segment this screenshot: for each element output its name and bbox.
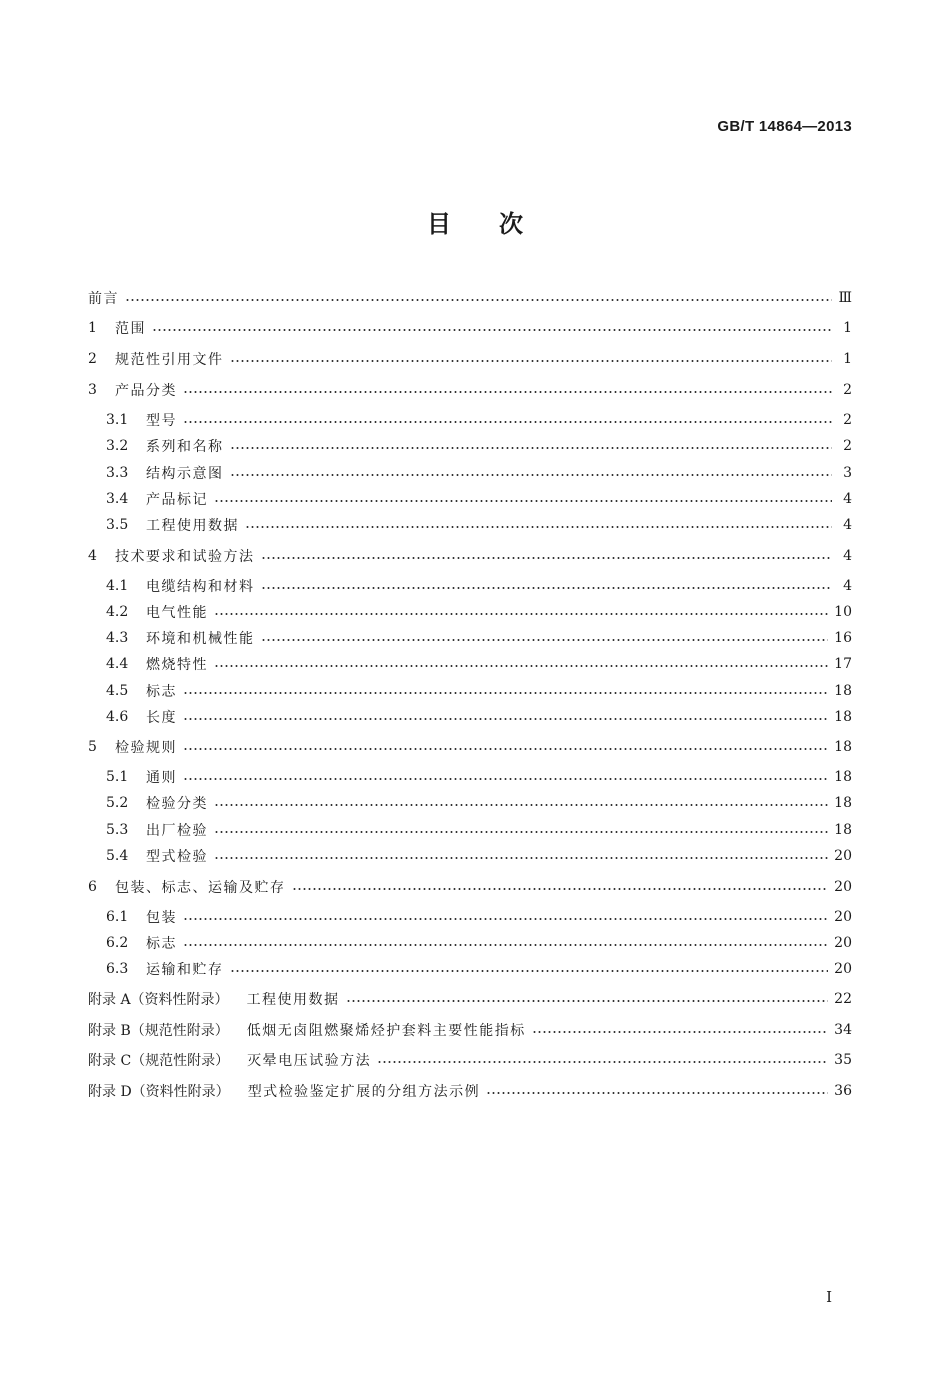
- toc-entry-label: 运输和贮存: [146, 962, 224, 978]
- toc-entry-label: 规范性引用文件: [115, 352, 224, 368]
- toc-leader-dots: [261, 557, 833, 559]
- toc-entry-number: 4.6: [106, 709, 129, 725]
- toc-leader-dots: [214, 831, 828, 833]
- toc-entry-page: 20: [834, 879, 852, 895]
- toc-entry-label: 灭晕电压试验方法: [247, 1053, 372, 1069]
- toc-entry-label: 前言: [88, 291, 119, 307]
- toc-entry-6-3: [106, 958, 852, 980]
- toc-entry-number: 3: [88, 382, 97, 398]
- toc-entry-page: 2: [843, 438, 852, 454]
- toc-leader-dots: [183, 718, 828, 720]
- toc-entry-label: 系列和名称: [146, 439, 224, 455]
- toc-entry-number: 附录 A（资料性附录）: [88, 992, 229, 1008]
- toc-entry-4-1: [106, 575, 852, 597]
- toc-entry-number: 5: [88, 739, 97, 755]
- toc-entry-5-4: [106, 845, 852, 867]
- toc-entry-3-1: [106, 409, 852, 431]
- toc-entry-page: 1: [843, 320, 852, 336]
- toc-entry-page: 2: [843, 382, 852, 398]
- toc-entry-number: 6.2: [106, 935, 129, 951]
- toc-entry-label: 产品分类: [115, 383, 177, 399]
- toc-entry-page: 18: [834, 769, 852, 785]
- toc-entry-label: 标志: [146, 684, 177, 700]
- toc-entry-page: Ⅲ: [838, 290, 852, 306]
- toc-entry-number: 5.3: [106, 822, 129, 838]
- toc-entry-page: 20: [834, 848, 852, 864]
- toc-leader-dots: [486, 1092, 828, 1094]
- toc-leader-dots: [183, 944, 828, 946]
- toc-entry-4-3: [106, 627, 852, 649]
- toc-entry-page: 22: [834, 991, 852, 1007]
- toc-entry-label: 范围: [115, 321, 146, 337]
- toc-entry-appendix-d: [88, 1080, 852, 1102]
- toc-entry-page: 4: [843, 491, 852, 507]
- toc-entry-3-5: [106, 514, 852, 536]
- toc-leader-dots: [152, 329, 832, 331]
- toc-entry-page: 18: [834, 709, 852, 725]
- toc-entry-label: 检验规则: [115, 740, 177, 756]
- toc-entry-number: 3.1: [106, 412, 129, 428]
- toc-entry-6: [88, 876, 852, 898]
- toc-entry-page: 20: [834, 961, 852, 977]
- toc-entry-page: 20: [834, 909, 852, 925]
- toc-leader-dots: [214, 804, 828, 806]
- toc-entry-number: 6.3: [106, 961, 129, 977]
- toc-leader-dots: [292, 888, 829, 890]
- toc-entry-label: 产品标记: [146, 492, 208, 508]
- toc-entry-page: 16: [834, 630, 852, 646]
- toc-entry-label: 燃烧特性: [146, 657, 208, 673]
- toc-entry-label: 检验分类: [146, 796, 208, 812]
- toc-entry-label: 低烟无卤阻燃聚烯烃护套料主要性能指标: [246, 1023, 526, 1039]
- toc-entry-5-2: [106, 792, 852, 814]
- toc-entry-appendix-a: [88, 988, 852, 1010]
- toc-entry-4-2: [106, 601, 852, 623]
- toc-leader-dots: [261, 587, 833, 589]
- toc-entry-label: 型式检验: [146, 849, 208, 865]
- toc-entry-page: 18: [834, 683, 852, 699]
- toc-entry-number: 3.4: [106, 491, 129, 507]
- toc-entry-number: 6.1: [106, 909, 129, 925]
- toc-entry-2: [88, 348, 852, 370]
- toc-entry-page: 18: [834, 795, 852, 811]
- toc-leader-dots: [214, 665, 828, 667]
- toc-entry-label: 型号: [146, 413, 177, 429]
- toc-entry-label: 技术要求和试验方法: [115, 549, 255, 565]
- toc-entry-6-2: [106, 932, 852, 954]
- toc-leader-dots: [183, 421, 832, 423]
- toc-leader-dots: [183, 692, 828, 694]
- toc-leader-dots: [230, 447, 833, 449]
- toc-entry-number: 6: [88, 879, 97, 895]
- standard-code: GB/T 14864—2013: [717, 118, 852, 135]
- page-title: 目次: [427, 209, 571, 238]
- toc-entry-number: 4: [88, 548, 97, 564]
- toc-entry-number: 5.1: [106, 769, 129, 785]
- toc-entry-number: 1: [88, 320, 97, 336]
- toc-entry-page: 36: [834, 1083, 852, 1099]
- toc-entry-5-3: [106, 819, 852, 841]
- toc-leader-dots: [125, 299, 832, 301]
- toc-entry-number: 4.2: [106, 604, 129, 620]
- toc-entry-number: 4.1: [106, 578, 129, 594]
- toc-entry-page: 3: [843, 465, 852, 481]
- toc-entry-appendix-b: [88, 1019, 852, 1041]
- toc-entry-number: 4.3: [106, 630, 129, 646]
- toc-entry-label: 工程使用数据: [246, 992, 340, 1008]
- toc-leader-dots: [377, 1061, 828, 1063]
- toc-entry-label: 型式检验鉴定扩展的分组方法示例: [247, 1084, 481, 1100]
- toc-entry-label: 电气性能: [146, 605, 208, 621]
- toc-entry-page: 10: [834, 604, 852, 620]
- toc-entry-label: 电缆结构和材料: [146, 579, 255, 595]
- toc-entry-number: 附录 C（规范性附录）: [88, 1053, 230, 1069]
- toc-entry-page: 20: [834, 935, 852, 951]
- toc-leader-dots: [261, 639, 829, 641]
- toc-leader-dots: [183, 918, 828, 920]
- toc-entry-4: [88, 545, 852, 567]
- toc-leader-dots: [183, 748, 828, 750]
- toc-entry-3: [88, 379, 852, 401]
- toc-entry-number: 附录 D（资料性附录）: [88, 1084, 230, 1100]
- toc-entry-number: 2: [88, 351, 97, 367]
- toc-entry-page: 18: [834, 822, 852, 838]
- toc-entry-label: 包装: [146, 910, 177, 926]
- toc-entry-4-6: [106, 706, 852, 728]
- toc-entry-number: 3.5: [106, 517, 129, 533]
- toc-entry-6-1: [106, 906, 852, 928]
- toc-entry-number: 附录 B（规范性附录）: [88, 1023, 229, 1039]
- toc-entry-appendix-c: [88, 1049, 852, 1071]
- toc-entry-1: [88, 317, 852, 339]
- toc-entry-page: 4: [843, 578, 852, 594]
- page-number: I: [826, 1288, 832, 1306]
- toc-entry-4-5: [106, 680, 852, 702]
- toc-leader-dots: [245, 526, 832, 528]
- toc-entry-page: 35: [834, 1052, 852, 1068]
- toc-entry-5-1: [106, 766, 852, 788]
- toc-entry-3-2: [106, 435, 852, 457]
- toc-entry-number: 3.2: [106, 438, 129, 454]
- toc-leader-dots: [230, 970, 829, 972]
- toc-leader-dots: [230, 474, 833, 476]
- toc-leader-dots: [214, 500, 832, 502]
- toc-entry-label: 长度: [146, 710, 177, 726]
- toc-leader-dots: [230, 360, 833, 362]
- toc-entry-number: 4.4: [106, 656, 129, 672]
- toc-entry-label: 出厂检验: [146, 823, 208, 839]
- toc-entry-page: 4: [843, 517, 852, 533]
- toc-entry-label: 包装、标志、运输及贮存: [115, 880, 286, 896]
- toc-entry-page: 18: [834, 739, 852, 755]
- toc-entry-number: 3.3: [106, 465, 129, 481]
- toc-entry-label: 环境和机械性能: [146, 631, 255, 647]
- toc-leader-dots: [183, 391, 832, 393]
- toc-entry-label: 结构示意图: [146, 466, 224, 482]
- toc-entry-label: 标志: [146, 936, 177, 952]
- toc-leader-dots: [214, 613, 828, 615]
- toc-entry-number: 5.4: [106, 848, 129, 864]
- toc-entry-page: 1: [843, 351, 852, 367]
- toc-entry-number: 4.5: [106, 683, 129, 699]
- toc-entry-foreword: [88, 287, 852, 309]
- toc-leader-dots: [214, 857, 828, 859]
- toc-entry-number: 5.2: [106, 795, 129, 811]
- toc-entry-5: [88, 736, 852, 758]
- toc-entry-label: 通则: [146, 770, 177, 786]
- toc-leader-dots: [346, 1000, 829, 1002]
- toc-entry-4-4: [106, 653, 852, 675]
- toc-entry-page: 4: [843, 548, 852, 564]
- toc-entry-page: 2: [843, 412, 852, 428]
- toc-entry-label: 工程使用数据: [146, 518, 239, 534]
- toc-entry-page: 34: [834, 1022, 852, 1038]
- toc-entry-3-4: [106, 488, 852, 510]
- toc-entry-3-3: [106, 462, 852, 484]
- toc-entry-page: 17: [834, 656, 852, 672]
- toc-leader-dots: [183, 778, 828, 780]
- toc-leader-dots: [532, 1031, 828, 1033]
